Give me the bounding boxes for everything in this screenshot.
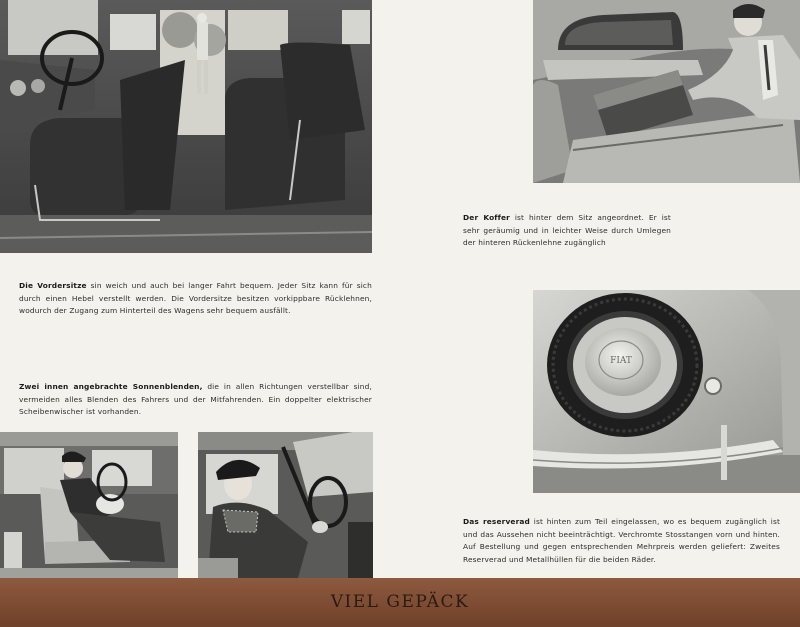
woman-driver-front-photo	[198, 432, 373, 578]
spare-wheel-photo	[533, 290, 800, 493]
spare-wheel-heading: Das reserverad	[463, 517, 530, 526]
footer-band	[0, 578, 800, 627]
car-interior-front-seats-photo	[0, 0, 372, 253]
spare-wheel-photo-frame	[533, 290, 800, 493]
front-seats-heading: Die Vordersitze	[19, 281, 87, 290]
trunk-luggage-photo	[533, 0, 800, 183]
fiat-hubcap-logo: FIAT	[610, 356, 632, 366]
trunk-caption	[463, 212, 671, 250]
woman-driver-side-photo	[0, 432, 178, 578]
driver-side-photo-frame	[0, 432, 178, 578]
driver-front-photo-frame	[198, 432, 373, 578]
trunk-photo	[533, 0, 800, 183]
front-seats-photo	[0, 0, 372, 253]
front-seats-body: sin weich und auch bei langer Fahrt bequem. Jeder Sitz kann für sich durch einen Hebel verstellt werden. Die Vordersitze besitzen vorkippbare Rücklehnen, wodurch der Zugang zum Hinterteil des Wagens sehr bequem ausfällt.	[19, 281, 372, 316]
spare-wheel-caption	[463, 516, 780, 566]
front-seats-caption	[19, 280, 372, 318]
spare-wheel-body: ist hinten zum Teil eingelassen, wo es bequem zugänglich ist und das Aussehen nicht beeinträchtigt. Verchromte Stosstangen vorn und hinten. Auf Bestellung und gegen entsprechenden Mehrpreis werden geliefert: Zweites Reserverad und Metallhüllen für die beiden Räder.	[463, 517, 780, 564]
sun-visors-body: die in allen Richtungen verstellbar sind, vermeiden alles Blenden des Fahrers und der Mitfahrenden. Ein doppelter elektrischer Scheibenwischer ist vorhanden.	[19, 382, 372, 417]
trunk-body: ist hinter dem Sitz angeordnet. Er ist sehr geräumig und in leichter Weise durch Umlegen der hinteren Rückenlehne zugänglich	[463, 213, 671, 248]
trunk-heading: Der Koffer	[463, 213, 510, 222]
sun-visors-caption	[19, 381, 372, 419]
footer-title: VIEL GEPÄCK	[330, 592, 470, 612]
sun-visors-heading: Zwei innen angebrachte Sonnenblenden,	[19, 382, 203, 391]
